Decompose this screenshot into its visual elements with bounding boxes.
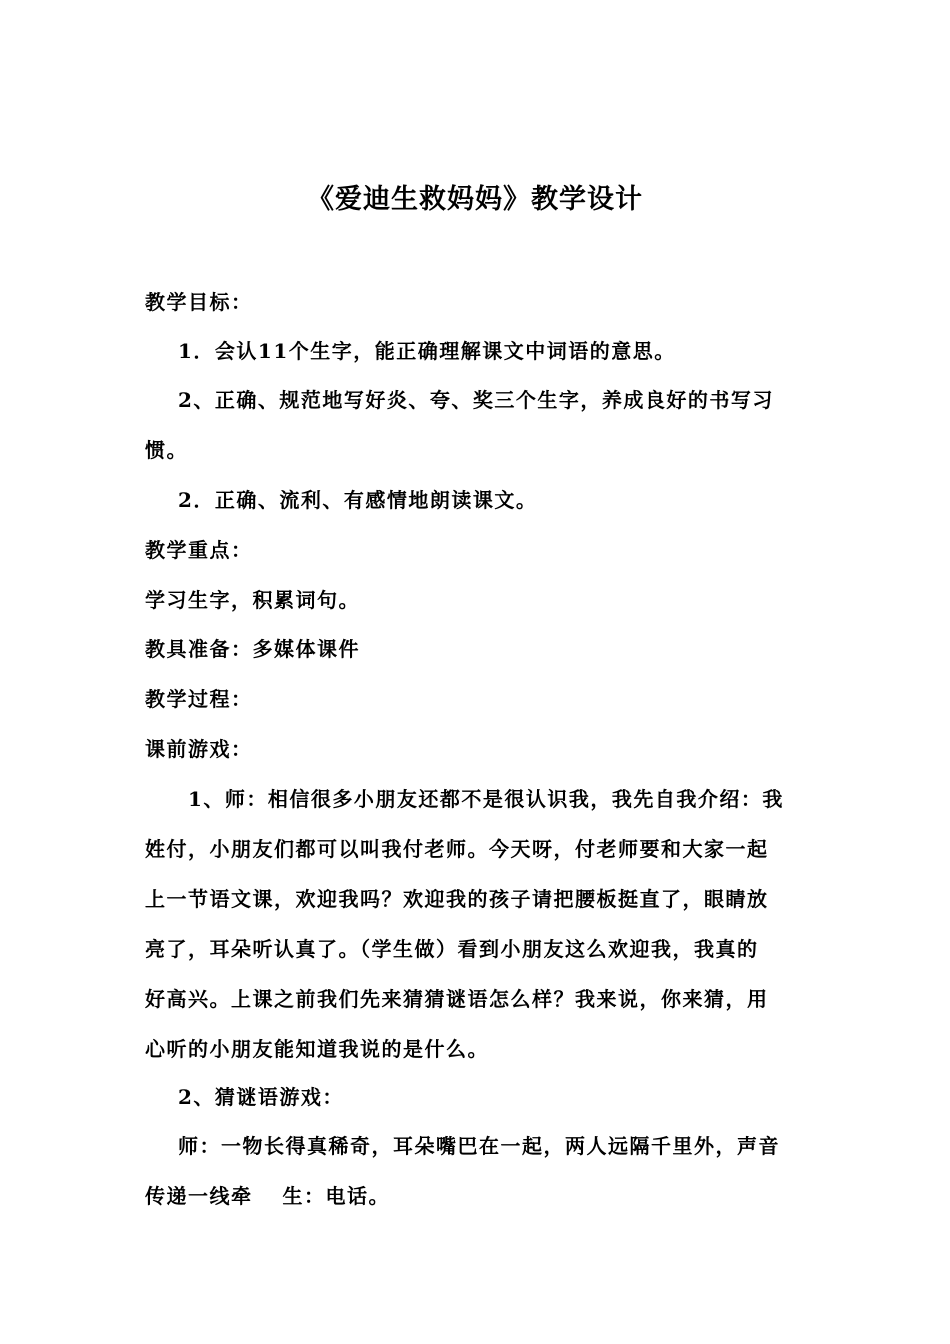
goal-2-line-2: 惯。 xyxy=(145,438,188,462)
paragraph-1-line-4: 亮了，耳朵听认真了。（学生做）看到小朋友这么欢迎我，我真的 xyxy=(145,937,759,961)
goal-2-line-1: 2、正确、规范地写好炎、夸、奖三个生字，养成良好的书写习 xyxy=(178,388,774,412)
goal-3: 2．正确、流利、有感情地朗读课文。 xyxy=(178,488,538,512)
key-points-text: 学习生字，积累词句。 xyxy=(145,588,360,612)
heading-pre-class-game: 课前游戏： xyxy=(145,737,253,761)
paragraph-1-line-3: 上一节语文课，欢迎我吗？欢迎我的孩子请把腰板挺直了，眼睛放 xyxy=(145,887,769,911)
riddle-line-1: 师：一物长得真稀奇，耳朵嘴巴在一起，两人远隔千里外，声音 xyxy=(178,1134,780,1158)
paragraph-1-line-6: 心听的小朋友能知道我说的是什么。 xyxy=(145,1037,489,1061)
goal-1: 1．会认11个生字，能正确理解课文中词语的意思。 xyxy=(178,339,676,363)
heading-teaching-goals: 教学目标： xyxy=(145,290,253,314)
document-title: 《爱迪生救妈妈》教学设计 xyxy=(307,184,643,215)
heading-riddle-game: 2、猜谜语游戏： xyxy=(178,1085,344,1109)
heading-teaching-process: 教学过程： xyxy=(145,687,253,711)
riddle-line-2: 传递一线牵 生：电话。 xyxy=(145,1184,390,1208)
paragraph-1-line-2: 姓付，小朋友们都可以叫我付老师。今天呀，付老师要和大家一起 xyxy=(145,837,769,861)
heading-key-points: 教学重点： xyxy=(145,538,253,562)
teaching-aids: 教具准备：多媒体课件 xyxy=(145,637,360,661)
paragraph-1-line-1: 1、师：相信很多小朋友还都不是很认识我，我先自我介绍：我 xyxy=(188,787,784,811)
paragraph-1-line-5: 好高兴。上课之前我们先来猜猜谜语怎么样？我来说，你来猜，用 xyxy=(145,987,769,1011)
